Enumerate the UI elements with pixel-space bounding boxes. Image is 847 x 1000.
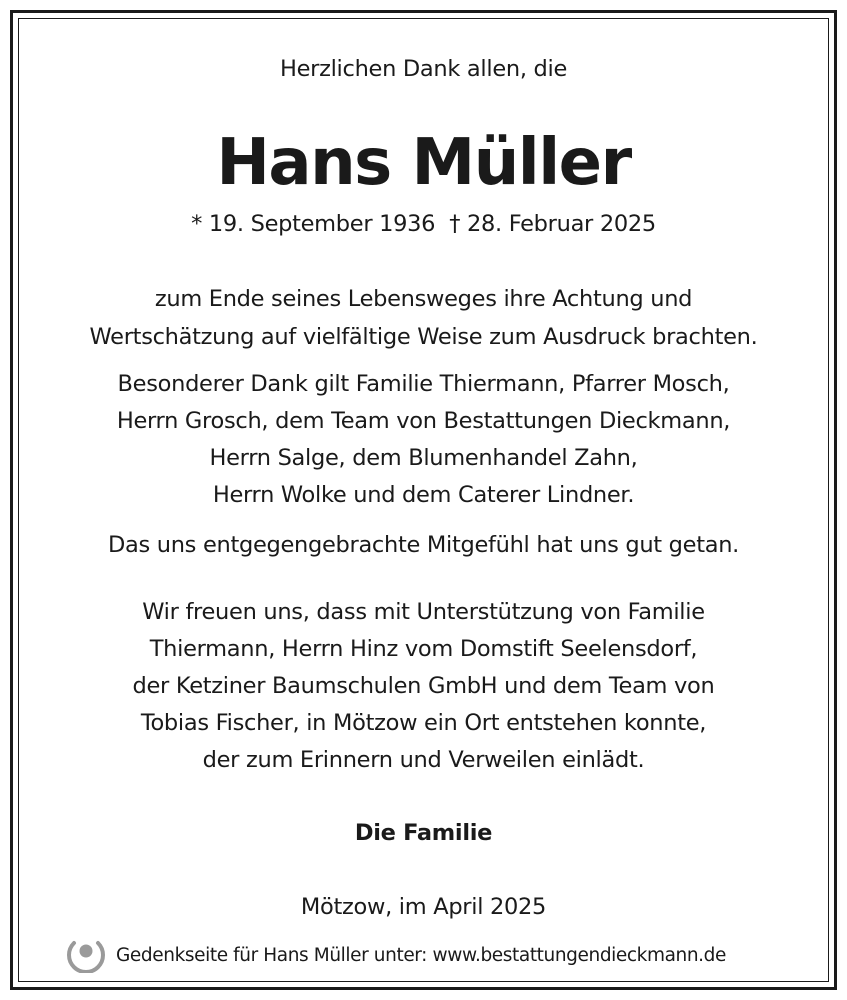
intro-text: Herzlichen Dank allen, die	[279, 56, 568, 82]
birth-date: * 19. September 1936	[191, 211, 436, 237]
paragraph-1-line: zum Ende seines Lebensweges ihre Achtung und	[154, 286, 693, 312]
paragraph-4-line: der zum Erinnern und Verweilen einlädt.	[202, 747, 645, 773]
memorial-logo-icon	[66, 937, 106, 973]
paragraph-4-line: Wir freuen uns, dass mit Unterstützung von Familie	[142, 599, 705, 625]
paragraph-1-line: Wertschätzung auf vielfältige Weise zum Ausdruck brachten.	[89, 324, 758, 350]
paragraph-4-line: der Ketziner Baumschulen GmbH und dem Team von	[132, 673, 715, 699]
life-dates	[0, 209, 847, 239]
paragraph-3: Das uns entgegengebrachte Mitgefühl hat uns gut getan.	[107, 532, 740, 558]
paragraph-2-line: Herrn Wolke und dem Caterer Lindner.	[212, 482, 635, 508]
paragraph-2-line: Herrn Grosch, dem Team von Bestattungen Dieckmann,	[116, 408, 731, 434]
death-date: † 28. Februar 2025	[449, 211, 656, 237]
memorial-page-footer	[66, 937, 726, 973]
memorial-page-link[interactable]: Gedenkseite für Hans Müller unter: www.bestattungendieckmann.de	[116, 944, 726, 966]
paragraph-4-line: Tobias Fischer, in Mötzow ein Ort entstehen konnte,	[140, 710, 707, 736]
paragraph-2-line: Herrn Salge, dem Blumenhandel Zahn,	[209, 445, 638, 471]
signature: Die Familie	[354, 820, 493, 846]
paragraph-4-line: Thiermann, Herrn Hinz vom Domstift Seelensdorf,	[149, 636, 698, 662]
place-and-date: Mötzow, im April 2025	[300, 894, 547, 920]
deceased-name: Hans Müller	[216, 126, 631, 200]
paragraph-2-line: Besonderer Dank gilt Familie Thiermann, Pfarrer Mosch,	[117, 371, 730, 397]
